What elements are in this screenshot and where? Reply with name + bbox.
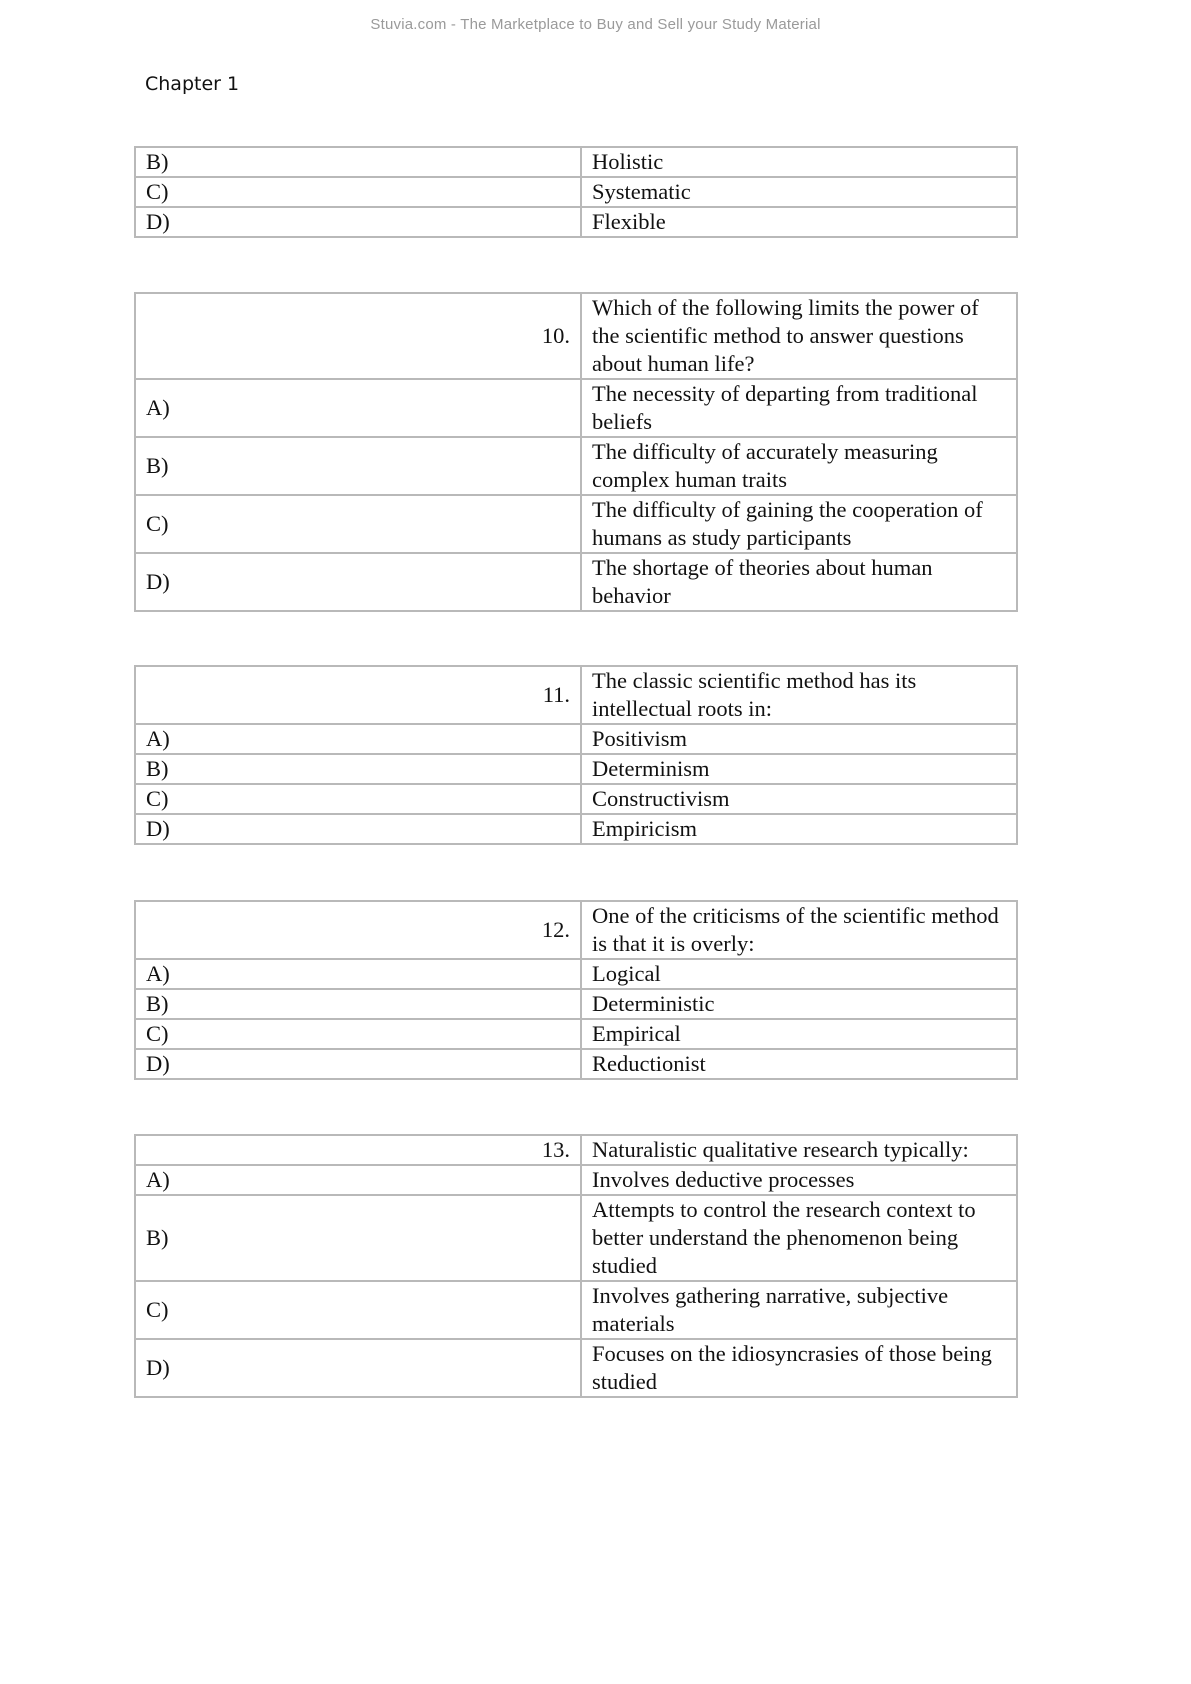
- option-text: Determinism: [581, 754, 1017, 784]
- option-row: [135, 1339, 1017, 1397]
- option-text: The difficulty of gaining the cooperation of humans as study participants: [581, 495, 1017, 553]
- option-text: Systematic: [581, 177, 1017, 207]
- option-text: Focuses on the idiosyncrasies of those being studied: [581, 1339, 1017, 1397]
- option-row: [135, 784, 1017, 814]
- question-number: 10.: [135, 293, 581, 379]
- option-text: Logical: [581, 959, 1017, 989]
- option-row: [135, 754, 1017, 784]
- option-letter: D): [135, 1339, 581, 1397]
- watermark: Stuvia.com - The Marketplace to Buy and Sell your Study Material: [370, 16, 821, 33]
- option-letter: A): [135, 1165, 581, 1195]
- question-row: [135, 901, 1017, 959]
- option-letter: D): [135, 1049, 581, 1079]
- option-row: [135, 1281, 1017, 1339]
- option-row: [135, 724, 1017, 754]
- question-text: Naturalistic qualitative research typically:: [581, 1135, 1017, 1165]
- option-text: Deterministic: [581, 989, 1017, 1019]
- option-text: The necessity of departing from traditional beliefs: [581, 379, 1017, 437]
- option-row: [135, 989, 1017, 1019]
- question-text: Which of the following limits the power of the scientific method to answer questions about human life?: [581, 293, 1017, 379]
- option-row: [135, 495, 1017, 553]
- question-row: [135, 1135, 1017, 1165]
- option-text: Involves gathering narrative, subjective materials: [581, 1281, 1017, 1339]
- option-row: [135, 814, 1017, 844]
- option-letter: A): [135, 724, 581, 754]
- option-text: The difficulty of accurately measuring complex human traits: [581, 437, 1017, 495]
- question-row: [135, 293, 1017, 379]
- question-table-10: [134, 292, 1018, 612]
- option-text: Constructivism: [581, 784, 1017, 814]
- chapter-heading: Chapter 1: [145, 73, 240, 95]
- option-row: [135, 379, 1017, 437]
- option-letter: D): [135, 814, 581, 844]
- option-letter: B): [135, 1195, 581, 1281]
- option-text: Flexible: [581, 207, 1017, 237]
- option-text: Holistic: [581, 147, 1017, 177]
- option-text: Attempts to control the research context to better understand the phenomenon being studied: [581, 1195, 1017, 1281]
- option-letter: B): [135, 754, 581, 784]
- option-text: Reductionist: [581, 1049, 1017, 1079]
- option-row: [135, 1019, 1017, 1049]
- question-number: 12.: [135, 901, 581, 959]
- option-row: [135, 553, 1017, 611]
- question-number: 11.: [135, 666, 581, 724]
- option-row: [135, 1195, 1017, 1281]
- option-letter: B): [135, 989, 581, 1019]
- option-row: [135, 1165, 1017, 1195]
- question-number: 13.: [135, 1135, 581, 1165]
- option-row: [135, 437, 1017, 495]
- option-row: [135, 207, 1017, 237]
- option-letter: C): [135, 1019, 581, 1049]
- option-text: The shortage of theories about human behavior: [581, 553, 1017, 611]
- option-letter: D): [135, 553, 581, 611]
- option-letter: C): [135, 495, 581, 553]
- option-text: Positivism: [581, 724, 1017, 754]
- option-text: Involves deductive processes: [581, 1165, 1017, 1195]
- option-letter: C): [135, 177, 581, 207]
- option-letter: A): [135, 959, 581, 989]
- question-table-9: [134, 146, 1018, 238]
- option-row: [135, 147, 1017, 177]
- option-letter: C): [135, 784, 581, 814]
- option-letter: B): [135, 437, 581, 495]
- option-row: [135, 1049, 1017, 1079]
- option-text: Empiricism: [581, 814, 1017, 844]
- option-letter: B): [135, 147, 581, 177]
- option-row: [135, 959, 1017, 989]
- option-letter: D): [135, 207, 581, 237]
- question-text: One of the criticisms of the scientific method is that it is overly:: [581, 901, 1017, 959]
- question-row: [135, 666, 1017, 724]
- option-row: [135, 177, 1017, 207]
- option-letter: A): [135, 379, 581, 437]
- option-text: Empirical: [581, 1019, 1017, 1049]
- question-table-11: [134, 665, 1018, 845]
- question-text: The classic scientific method has its intellectual roots in:: [581, 666, 1017, 724]
- option-letter: C): [135, 1281, 581, 1339]
- question-table-13: [134, 1134, 1018, 1398]
- question-table-12: [134, 900, 1018, 1080]
